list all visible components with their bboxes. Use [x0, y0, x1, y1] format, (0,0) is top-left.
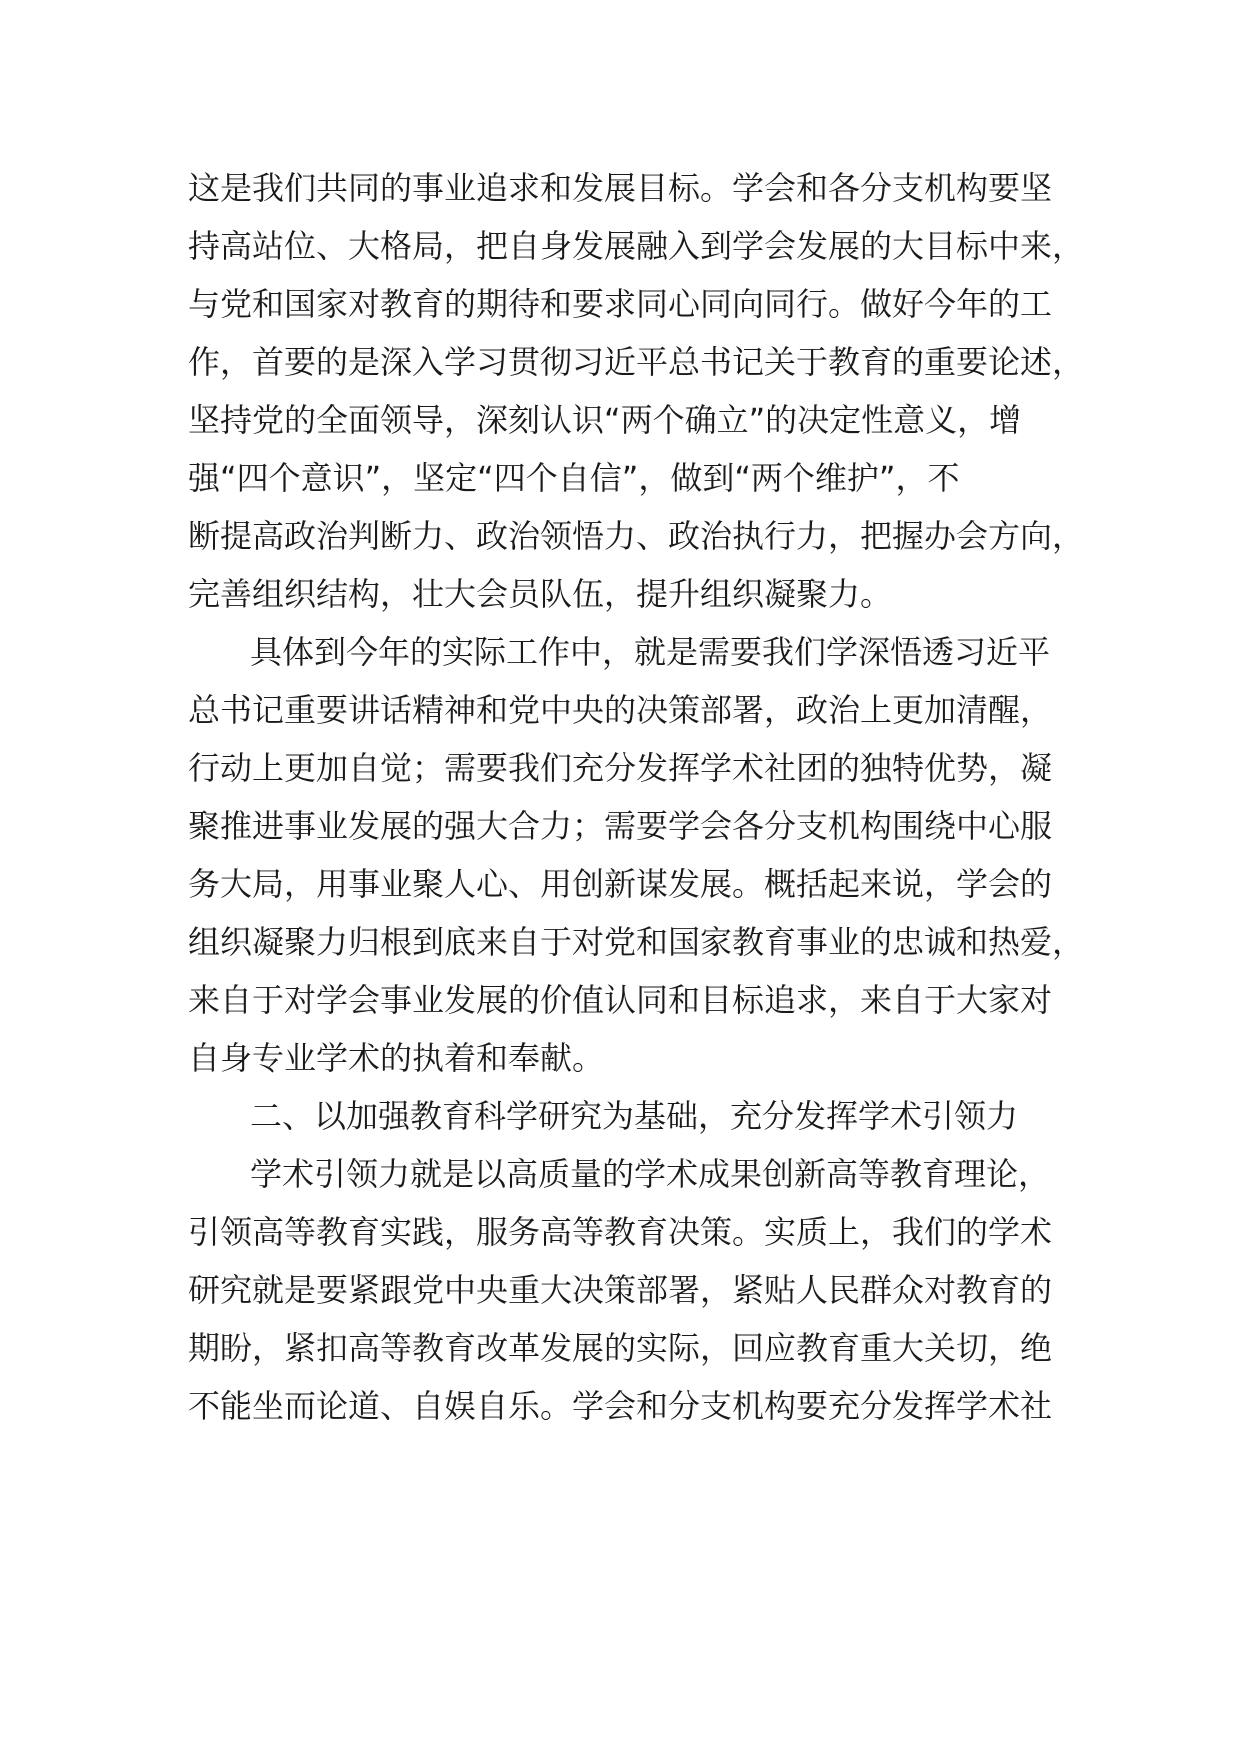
text-line: 聚推进事业发展的强大合力；需要学会各分支机构围绕中心服	[188, 807, 1053, 845]
text-line: 与党和国家对教育的期待和要求同心同向同行。做好今年的工	[188, 285, 1053, 323]
text-line: 坚持党的全面领导，深刻认识“两个确立”的决定性意义，增	[188, 401, 1022, 439]
text-line: 强“四个意识”，坚定“四个自信”，做到“两个维护”，不	[188, 459, 960, 497]
text-line: 务大局，用事业聚人心、用创新谋发展。概括起来说，学会的	[188, 865, 1053, 903]
text-line: 具体到今年的实际工作中，就是需要我们学深悟透习近平	[250, 633, 1051, 671]
text-line: 学术引领力就是以高质量的学术成果创新高等教育理论，	[250, 1155, 1051, 1193]
text-line: 完善组织结构，壮大会员队伍，提升组织凝聚力。	[188, 575, 893, 613]
text-line: 行动上更加自觉；需要我们充分发挥学术社团的独特优势，凝	[188, 749, 1053, 787]
section-heading: 二、以加强教育科学研究为基础，充分发挥学术引领力	[250, 1097, 1019, 1135]
text-line: 引领高等教育实践，服务高等教育决策。实质上，我们的学术	[188, 1213, 1053, 1251]
text-line: 这是我们共同的事业追求和发展目标。学会和各分支机构要坚	[188, 169, 1053, 207]
text-line: 持高站位、大格局，把自身发展融入到学会发展的大目标中来，	[188, 227, 1085, 265]
text-line: 不能坐而论道、自娱自乐。学会和分支机构要充分发挥学术社	[188, 1387, 1053, 1425]
text-line: 来自于对学会事业发展的价值认同和目标追求，来自于大家对	[188, 981, 1053, 1019]
text-line: 作，首要的是深入学习贯彻习近平总书记关于教育的重要论述，	[188, 343, 1085, 381]
text-line: 自身专业学术的执着和奉献。	[188, 1039, 605, 1077]
text-line: 断提高政治判断力、政治领悟力、政治执行力，把握办会方向，	[188, 517, 1085, 555]
text-line: 研究就是要紧跟党中央重大决策部署，紧贴人民群众对教育的	[188, 1271, 1053, 1309]
text-line: 总书记重要讲话精神和党中央的决策部署，政治上更加清醒，	[188, 691, 1053, 729]
text-line: 期盼，紧扣高等教育改革发展的实际，回应教育重大关切，绝	[188, 1329, 1053, 1367]
text-line: 组织凝聚力归根到底来自于对党和国家教育事业的忠诚和热爱，	[188, 923, 1085, 961]
